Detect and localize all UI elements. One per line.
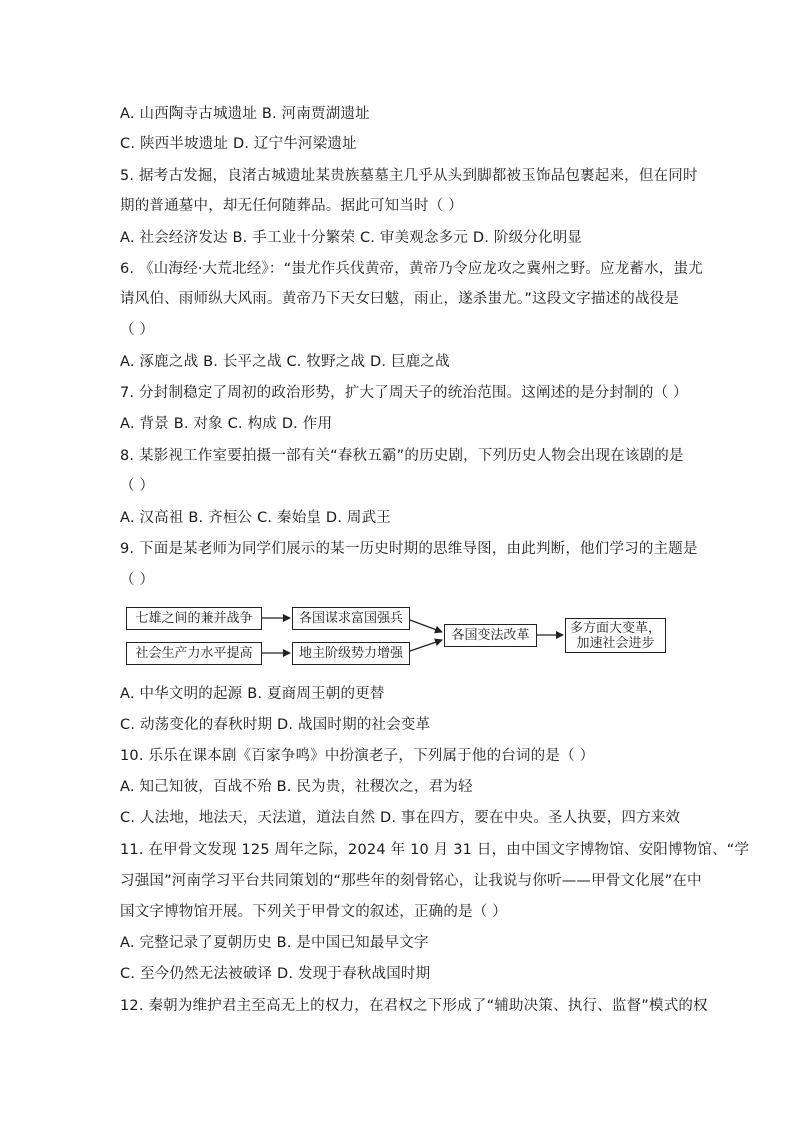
box-social-progress-line2: 加速社会进步 [576,635,655,651]
question-5-text: 5. 据考古发掘，良渚古城遗址某贵族墓墓主几乎从头到脚都被玉饰品包裹起来，但在同时 [120,168,698,184]
question-6-text: 6. 《山海经·大荒北经》：“蚩尤作兵伐黄帝，黄帝乃令应龙攻之冀州之野。应龙蓄水，蚩尤 [120,261,703,277]
mind-map-diagram [126,602,671,666]
question-10-text: 10. 乐乐在课本剧《百家争鸣》中扮演老子，下列属于他的台词的是（ ） [120,748,595,764]
question-6-text: （ ） [120,322,155,338]
question-11-text: 11. 在甲骨文发现 125 周年之际，2024 年 10 月 31 日，由中国文字博物馆、安阳博物馆、“学 [120,842,750,858]
question-11-options: C. 至今仍然无法被破译 D. 发现于春秋战国时期 [120,966,431,982]
question-8-text: （ ） [120,478,155,494]
box-annexation-wars: 七雄之间的兼并战争 [126,607,262,630]
box-reforms: 各国变法改革 [444,624,537,647]
question-11-text: 习强国”河南学习平台共同策划的“那些年的刻骨铭心，让我说与你听——甲骨文化展”在中 [120,873,702,889]
question-8-text: 8. 某影视工作室要拍摄一部有关“春秋五霸”的历史剧，下列历史人物会出现在该剧的是 [120,448,684,464]
box-productivity-rise: 社会生产力水平提高 [126,642,262,665]
question-11-text: 国文字博物馆开展。下列关于甲骨文的叙述，正确的是（ ） [120,904,508,920]
question-6-options: A. 涿鹿之战 B. 长平之战 C. 牧野之战 D. 巨鹿之战 [120,354,450,370]
question-9-text: （ ） [120,572,155,588]
option-line: A. 山西陶寺古城遗址 B. 河南贾湖遗址 [120,106,370,122]
question-5-options: A. 社会经济发达 B. 手工业十分繁荣 C. 审美观念多元 D. 阶级分化明显 [120,230,583,246]
question-11-options: A. 完整记录了夏朝历史 B. 是中国已知最早文字 [120,935,429,951]
question-9-options: A. 中华文明的起源 B. 夏商周王朝的更替 [120,686,385,702]
box-social-progress [565,618,666,653]
question-5-text: 期的普通墓中，却无任何随葬品。据此可知当时（ ） [120,198,463,214]
question-6-text: 请风伯、雨师纵大风雨。黄帝乃下天女曰魃，雨止，遂杀蚩尤。”这段文字描述的战役是 [120,291,680,307]
box-social-progress-line1: 多方面大变革， [569,620,661,636]
question-7-options: A. 背景 B. 对象 C. 构成 D. 作用 [120,416,333,432]
question-9-text: 9. 下面是某老师为同学们展示的某一历史时期的思维导图，由此判断，他们学习的主题是 [120,541,698,557]
question-12-text: 12. 秦朝为维护君主至高无上的权力，在君权之下形成了“辅助决策、执行、监督”模式的权 [120,998,708,1014]
question-9-options: C. 动荡变化的春秋时期 D. 战国时期的社会变革 [120,717,431,733]
question-8-options: A. 汉高祖 B. 齐桓公 C. 秦始皇 D. 周武王 [120,510,392,526]
question-10-options: C. 人法地，地法天，天法道，道法自然 D. 事在四方，要在中央。圣人执要，四方来效 [120,810,681,826]
box-seek-wealth-power: 各国谋求富国强兵 [292,607,410,630]
option-line: C. 陕西半坡遗址 D. 辽宁牛河梁遗址 [120,136,357,152]
box-landlord-class-rise: 地主阶级势力增强 [292,642,410,665]
question-7-text: 7. 分封制稳定了周初的政治形势，扩大了周天子的统治范围。这阐述的是分封制的（ ） [120,385,688,401]
question-10-options: A. 知己知彼，百战不殆 B. 民为贵，社稷次之，君为轻 [120,779,473,795]
